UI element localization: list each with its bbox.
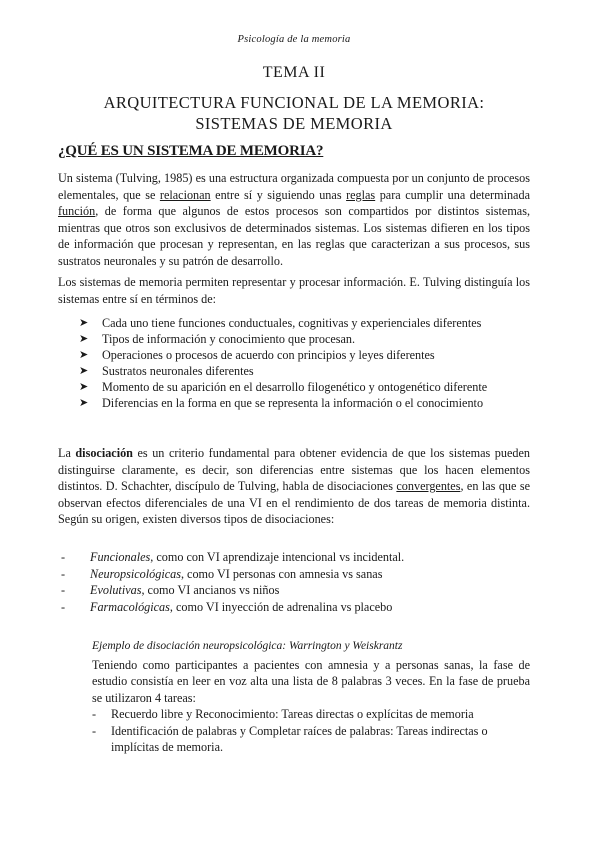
dash-bullet: - <box>61 583 66 597</box>
definition-paragraph <box>58 170 530 269</box>
criteria-item-text: Sustratos neuronales diferentes <box>102 364 254 378</box>
task-item <box>92 723 530 756</box>
task-list <box>92 706 530 756</box>
arrow-bullet-icon: ➤ <box>79 349 89 361</box>
criteria-item <box>76 331 530 347</box>
dissociation-text-2: es un criterio fundamental para obtener evidencia de que los sistemas pueden distinguirse claramente, es decir, son diferencias entre sistemas que los hacen elementos distintos. D. Schachter, discípulo de Tulving, habla de disociaciones <box>58 446 530 493</box>
dissociation-type-name: Farmacológicas <box>90 599 170 614</box>
criteria-item-text: Tipos de información y conocimiento que procesan. <box>102 332 356 346</box>
arrow-bullet-icon: ➤ <box>79 333 89 345</box>
example-title: Ejemplo de disociación neuropsicológica: Warrington y Weiskrantz <box>92 640 403 652</box>
dissociation-type-description: , como VI personas con amnesia vs sanas <box>180 566 383 581</box>
dissociation-type-description: , como VI ancianos vs niños <box>141 583 280 597</box>
dissociation-types-list <box>58 549 530 615</box>
tulving-paragraph: Los sistemas de memoria permiten representar y procesar información. E. Tulving distinguía los sistemas entre sí en términos de: <box>58 275 530 306</box>
example-block <box>92 638 530 756</box>
criteria-item <box>76 347 530 363</box>
definition-text-2: entre sí y siguiendo unas <box>210 187 347 202</box>
dissociation-type-name: Evolutivas <box>90 583 142 597</box>
criteria-list-container <box>76 315 530 411</box>
chapter-number: TEMA II <box>262 64 326 81</box>
term-convergentes: convergentes <box>396 479 461 493</box>
arrow-bullet-icon: ➤ <box>79 381 89 393</box>
section-heading: ¿QUÉ ES UN SISTEMA DE MEMORIA? <box>58 143 324 159</box>
dash-bullet: - <box>61 550 66 564</box>
dissociation-types-container <box>58 549 530 615</box>
dissociation-type-item <box>58 599 530 616</box>
criteria-item-text: Operaciones o procesos de acuerdo con principios y leyes diferentes <box>102 348 435 362</box>
dash-bullet: - <box>92 723 97 738</box>
definition-text-4: , de forma que algunos de estos procesos son compartidos por distintos sistemas, mientras que otros son exclusivos de determinados sistemas. Los sistemas difieren en los tipos de información que procesan y representan, en las reglas que caracterizan a sus procesos, sus sustratos neuronales y su patrón de desarrollo. <box>58 204 530 268</box>
arrow-bullet-icon: ➤ <box>79 317 89 329</box>
example-body: Teniendo como participantes a pacientes con amnesia y a personas sanas, la fase de estudio consistía en leer en voz alta una lista de 8 palabras 3 veces. En la fase de prueba se utilizaron 4 tareas: <box>92 657 530 705</box>
criteria-item <box>76 395 530 411</box>
arrow-bullet-icon: ➤ <box>79 365 89 377</box>
criteria-list <box>76 315 530 411</box>
criteria-item-text: Diferencias en la forma en que se representa la información o el conocimiento <box>102 396 484 410</box>
task-item <box>92 706 530 723</box>
dissociation-type-name: Funcionales <box>90 550 151 564</box>
dissociation-type-name: Neuropsicológicas <box>90 566 181 581</box>
running-header: Psicología de la memoria <box>237 34 351 45</box>
dissociation-type-item <box>58 582 530 599</box>
dash-bullet: - <box>61 566 66 581</box>
dissociation-type-description: , como VI inyección de adrenalina vs placebo <box>169 599 393 614</box>
criteria-item-text: Momento de su aparición en el desarrollo filogenético y ontogenético diferente <box>102 380 488 394</box>
chapter-title-line-2: SISTEMAS DE MEMORIA <box>195 114 393 133</box>
chapter-title-line-1: ARQUITECTURA FUNCIONAL DE LA MEMORIA: <box>103 93 485 112</box>
dash-bullet: - <box>92 707 97 721</box>
chapter-title <box>58 92 530 134</box>
dissociation-type-item <box>58 549 530 566</box>
dissociation-paragraph <box>58 445 530 528</box>
dissociation-text-1: La <box>58 446 76 460</box>
arrow-bullet-icon: ➤ <box>79 397 89 409</box>
dissociation-type-description: , como con VI aprendizaje intencional vs incidental. <box>150 550 405 564</box>
dash-bullet: - <box>61 599 66 614</box>
criteria-item <box>76 315 530 331</box>
dissociation-type-item <box>58 566 530 583</box>
criteria-item <box>76 379 530 395</box>
term-reglas: reglas <box>346 187 376 202</box>
definition-text-3: para cumplir una determinada <box>375 187 530 202</box>
dissociation-text-3: , en las que se observan efectos diferenciales de una VI en el rendimiento de dos tareas de memoria distinta. Según su origen, existen diversos tipos de disociaciones: <box>58 479 530 526</box>
criteria-item-text: Cada uno tiene funciones conductuales, cognitivas y experienciales diferentes <box>102 316 482 330</box>
term-relacionan: relacionan <box>159 187 211 202</box>
term-funcion: función <box>58 204 96 218</box>
criteria-item <box>76 363 530 379</box>
task-item-text: Recuerdo libre y Reconocimiento: Tareas directas o explícitas de memoria <box>111 707 474 721</box>
term-disociacion: disociación <box>75 446 133 460</box>
definition-text-1: Un sistema (Tulving, 1985) es una estructura organizada compuesta por un conjunto de procesos elementales, que se <box>58 171 530 202</box>
task-item-text: Identificación de palabras y Completar raíces de palabras: Tareas indirectas o implícitas de memoria. <box>111 723 488 754</box>
